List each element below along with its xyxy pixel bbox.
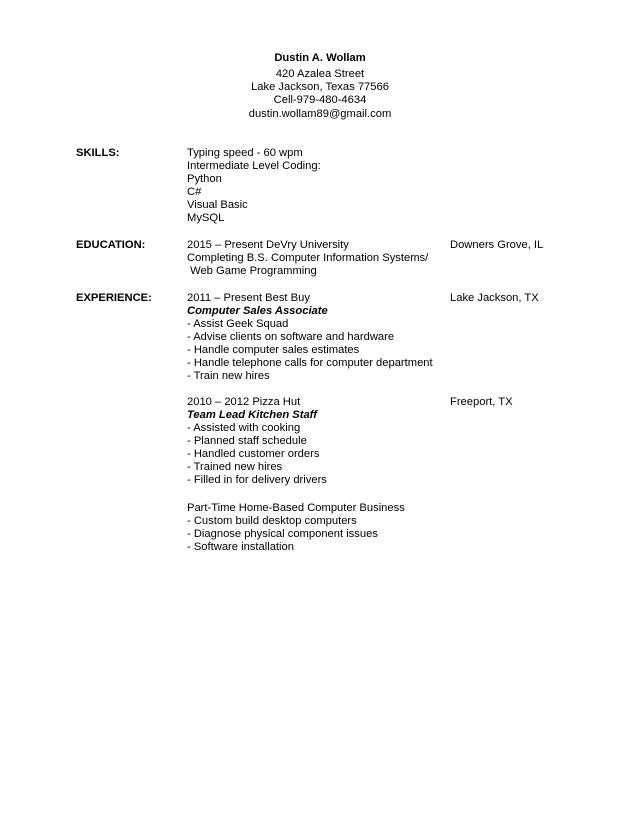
job-duty: - Trained new hires	[187, 461, 283, 473]
business-duty: - Diagnose physical component issues	[187, 528, 378, 540]
business-entry	[187, 502, 405, 554]
job-title: Computer Sales Associate	[187, 305, 328, 317]
job-duty: - Filled in for delivery drivers	[187, 474, 327, 486]
skill-item: MySQL	[187, 212, 225, 224]
job-location: Lake Jackson, TX	[450, 292, 539, 304]
job-dates-employer: 2011 – Present Best Buy	[187, 292, 310, 304]
city-state-zip: Lake Jackson, Texas 77566	[251, 81, 389, 93]
skill-item: Typing speed - 60 wpm	[187, 147, 303, 159]
job-duty: - Planned staff schedule	[187, 435, 307, 447]
business-duty: - Software installation	[187, 541, 294, 553]
experience-label: EXPERIENCE:	[76, 292, 152, 304]
skills-list	[187, 147, 321, 225]
job-title: Team Lead Kitchen Staff	[187, 409, 317, 421]
job-duty: - Assisted with cooking	[187, 422, 301, 434]
job-duty: - Handle computer sales estimates	[187, 344, 360, 356]
job-duty: - Advise clients on software and hardware	[187, 331, 395, 343]
education-degree: Completing B.S. Computer Information Systems/	[187, 252, 429, 264]
skill-item: Intermediate Level Coding:	[187, 160, 321, 172]
education-location: Downers Grove, IL	[450, 239, 544, 251]
name-heading: Dustin A. Wollam	[274, 52, 366, 64]
job-duty: - Train new hires	[187, 370, 270, 382]
education-entry	[187, 239, 428, 278]
education-concentration: Web Game Programming	[187, 265, 317, 277]
job-location: Freeport, TX	[450, 396, 513, 408]
business-title: Part-Time Home-Based Computer Business	[187, 502, 405, 514]
job-entry	[187, 292, 433, 383]
email-address: dustin.wollam89@gmail.com	[248, 108, 392, 120]
street-address: 420 Azalea Street	[275, 68, 365, 80]
job-duty: - Handled customer orders	[187, 448, 320, 460]
skill-item: Visual Basic	[187, 199, 248, 211]
job-duty: - Assist Geek Squad	[187, 318, 289, 330]
skills-label: SKILLS:	[76, 147, 120, 159]
job-entry	[187, 396, 327, 487]
job-duty: - Handle telephone calls for computer department	[187, 357, 433, 369]
education-label: EDUCATION:	[76, 239, 146, 251]
business-duty: - Custom build desktop computers	[187, 515, 357, 527]
education-dates-school: 2015 – Present DeVry University	[187, 239, 349, 251]
skill-item: Python	[187, 173, 222, 185]
cell-phone: Cell-979-480-4634	[273, 94, 367, 106]
job-dates-employer: 2010 – 2012 Pizza Hut	[187, 396, 301, 408]
skill-item: C#	[187, 186, 202, 198]
